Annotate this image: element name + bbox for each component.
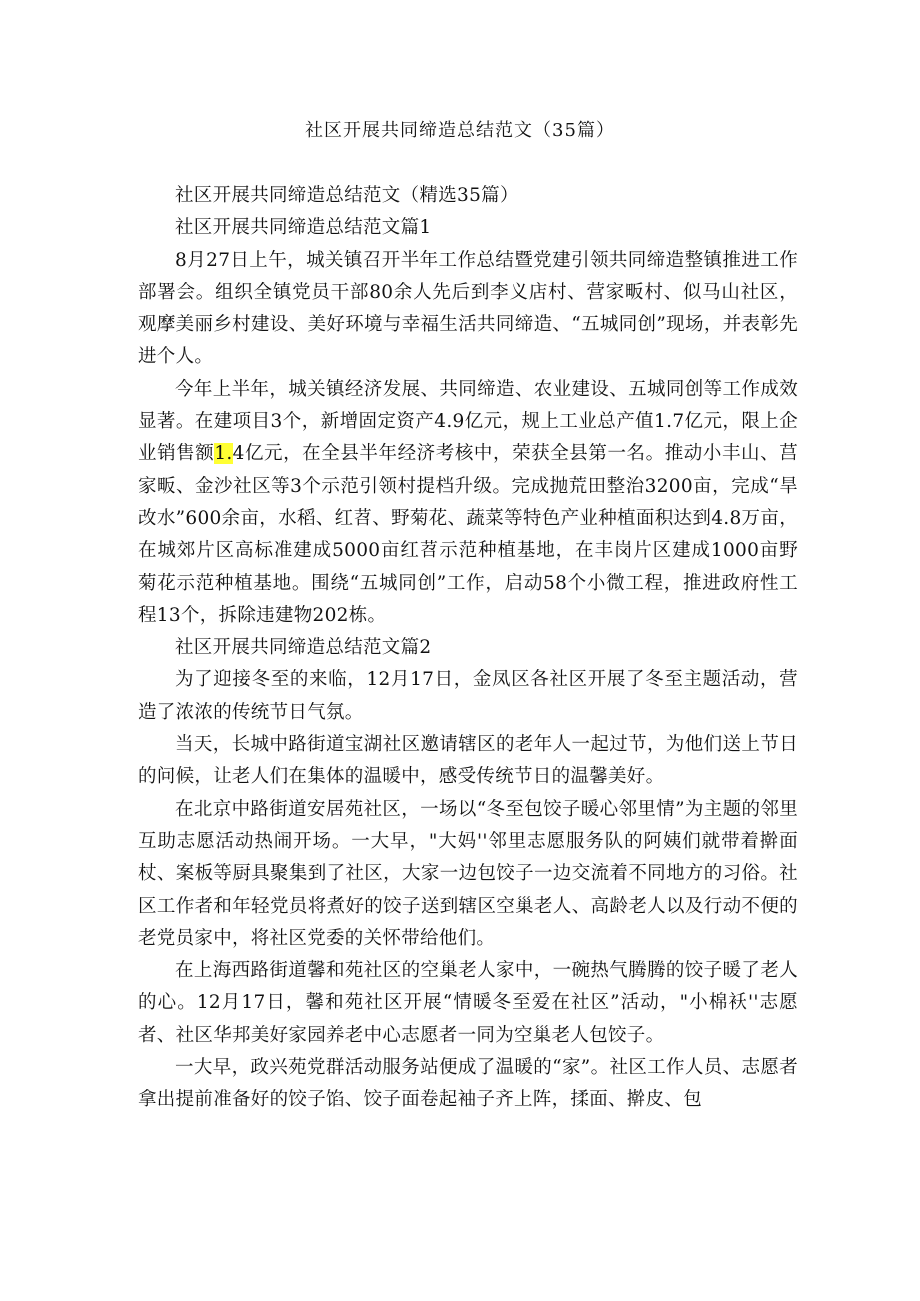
paragraph-anjuyuan-community: 在北京中路街道安居苑社区，一场以“冬至包饺子暖心邻里情”为主题的邻里互助志愿活动热闹开场。一大早，"大妈''邻里志愿服务队的阿姨们就带着擀面杖、案板等厨具聚集到了社区，大家一边包饺子一边交流着不同地方的习俗。社区工作者和年轻党员将煮好的饺子送到辖区空巢老人、高龄老人以及行动不便的老党员家中，将社区党委的关怀带给他们。 — [138, 798, 798, 949]
paragraph-meeting: 8月27日上午，城关镇召开半年工作总结暨党建引领共同缔造整镇推进工作部署会。组织全镇党员干部80余人先后到李义店村、营家畈村、似马山社区，观摩美丽乡村建设、美好环境与幸福生活共同缔造、“五城同创”现场，并表彰先进个人。 — [138, 249, 798, 368]
paragraph-baohu-community: 当天，长城中路街道宝湖社区邀请辖区的老年人一起过节，为他们送上节日的问候，让老人们在集体的温暖中，感受传统节日的温馨美好。 — [138, 734, 798, 788]
paragraph-half-year-results-before: 今年上半年，城关镇经济发展、共同缔造、农业建设、五城同创等工作成效显著。在建项目3个，新增固定资产4.9亿元，规上工业总产值1.7亿元，限上企业销售额 — [138, 378, 798, 465]
paragraph-winter-solstice-intro: 为了迎接冬至的来临，12月17日，金凤区各社区开展了冬至主题活动，营造了浓浓的传统节日气氛。 — [138, 669, 798, 723]
paragraph-xinheyuan-community: 在上海西路街道馨和苑社区的空巢老人家中，一碗热气腾腾的饺子暖了老人的心。12月17日，馨和苑社区开展“情暖冬至爱在社区”活动，"小棉袄''志愿者、社区华邦美好家园养老中心志愿者一同为空巢老人包饺子。 — [138, 960, 798, 1046]
document-title: 社区开展共同缔造总结范文（35篇） — [305, 120, 615, 141]
heading-article-2: 社区开展共同缔造总结范文篇2 — [175, 637, 432, 659]
heading-selected-collection: 社区开展共同缔造总结范文（精选35篇） — [175, 185, 519, 206]
paragraph-half-year-results-after: 4亿元，在全县半年经济考核中，荣获全县第一名。推动小丰山、莒家畈、金沙社区等3个示范引领村提档升级。完成抛荒田整治3200亩，完成“旱改水”600余亩，水稻、红苕、野菊花、蔬菜等特色产业种植面积达到4.8万亩，在城郊片区高标准建成5000亩红苕示范种植基地，在丰岗片区建成1000亩野菊花示范种植基地。围绕“五城同创”工作，启动58个小微工程，推进政府性工程13个，拆除违建物202栋。 — [138, 443, 798, 626]
highlighted-text: 1. — [214, 443, 233, 465]
heading-article-1: 社区开展共同缔造总结范文篇1 — [175, 217, 432, 239]
document-body — [138, 180, 798, 1117]
paragraph-zhengxingyuan-station: 一大早，政兴苑党群活动服务站便成了温暖的“家”。社区工作人员、志愿者拿出提前准备好的饺子馅、饺子面卷起袖子齐上阵，揉面、擀皮、包 — [138, 1057, 798, 1111]
paragraph-half-year-results — [138, 374, 798, 632]
